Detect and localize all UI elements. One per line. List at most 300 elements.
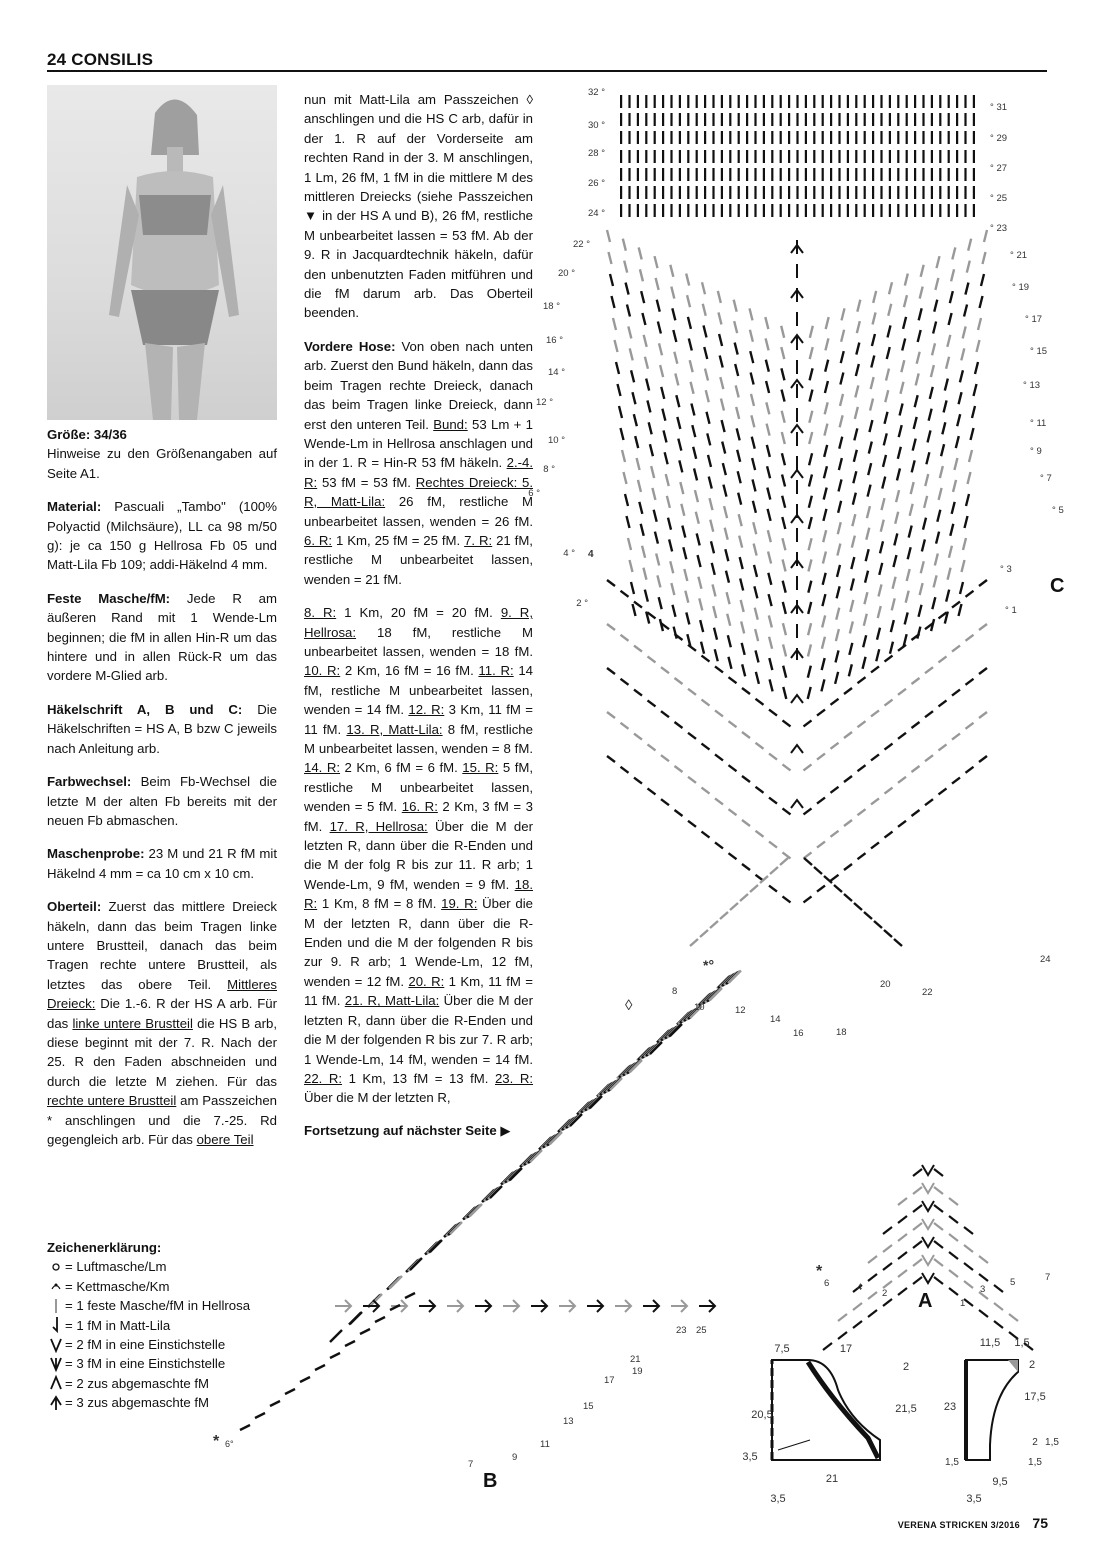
chart-stitch	[912, 678, 920, 684]
chart-stitch	[872, 95, 874, 108]
farbwechsel-label: Farbwechsel:	[47, 774, 132, 790]
chart-stitch	[788, 168, 790, 181]
chart-stitch	[729, 809, 737, 815]
chart-stitch	[768, 573, 771, 585]
chart-stitch	[931, 113, 933, 126]
chart-stitch	[808, 644, 811, 656]
chart-stitch	[696, 150, 698, 163]
chart-stitch	[878, 606, 881, 618]
chart-stitch	[715, 798, 723, 804]
chart-stitch	[782, 411, 785, 423]
chart-stitch	[742, 820, 750, 826]
chart-stitch	[898, 1216, 907, 1223]
chart-row-number: ° 17	[1025, 314, 1043, 325]
chart-stitch	[914, 113, 916, 126]
chart-stitch	[844, 894, 852, 901]
chart-stitch	[722, 442, 725, 454]
chart-stitch	[315, 1365, 325, 1370]
chart-stitch	[655, 256, 658, 268]
chart-stitch	[679, 131, 681, 144]
bikini-pattern-shape	[966, 1360, 1018, 1460]
chart-stitch	[956, 131, 958, 144]
chart-stitch	[912, 460, 915, 472]
chart-stitch	[705, 369, 708, 381]
a2-icon	[791, 515, 803, 523]
chart-stitch	[966, 635, 974, 641]
chart-stitch	[898, 1288, 907, 1295]
chart-stitch	[788, 113, 790, 126]
chart-stitch	[901, 360, 904, 372]
chart-stitch	[684, 569, 687, 581]
chart-stitch	[692, 425, 695, 437]
chart-row-number: ° 7	[1040, 473, 1052, 484]
chart-row-number: ° 27	[990, 163, 1008, 174]
hose-text: Von oben nach unten arb. Zuerst den Bund häkeln, dann das beim Tragen rechte Dreieck, danach das beim Tragen linke Dreieck, dann erst den unteren Teil.	[304, 338, 533, 432]
chart-stitch	[664, 430, 667, 442]
v2-icon	[922, 1255, 934, 1265]
chart-stitch	[937, 510, 940, 522]
chart-stitch	[823, 1343, 832, 1350]
chart-stitch	[687, 150, 689, 163]
chart-stitch	[949, 1198, 958, 1205]
chart-stitch	[729, 113, 731, 126]
chart-stitch	[918, 330, 921, 342]
chart-stitch	[889, 204, 891, 217]
chart-stitch	[964, 204, 966, 217]
chart-stitch	[736, 385, 739, 397]
chart-stitch	[718, 312, 721, 324]
chart-row-number: ° 1	[1005, 605, 1017, 616]
chart-stitch	[941, 444, 944, 456]
chart-stitch	[686, 612, 689, 624]
chart-stitch	[607, 624, 615, 630]
chart-stitch	[952, 247, 955, 259]
chart-stitch	[849, 664, 852, 676]
chart-stitch	[964, 1227, 973, 1234]
chart-stitch	[671, 583, 674, 595]
chart-stitch	[702, 700, 710, 706]
row-label: 21. R, Matt-Lila:	[344, 993, 440, 1009]
chart-stitch	[679, 186, 681, 199]
chart-stitch	[639, 247, 642, 259]
chart-stitch	[804, 896, 812, 902]
chart-stitch	[889, 131, 891, 144]
chart-stitch	[754, 95, 756, 108]
chart-stitch	[763, 150, 765, 163]
page-title: 24 CONSILIS	[47, 50, 154, 69]
chart-stitch	[300, 1377, 310, 1382]
schematic-measure: 17,5	[1024, 1391, 1046, 1403]
chart-stitch	[768, 530, 771, 542]
chart-stitch	[729, 677, 737, 683]
chart-stitch	[810, 368, 813, 380]
chart-stitch	[956, 436, 959, 448]
bund-text: 53 Lm + 1 Wende-Lm in Hellrosa anschlagen und in der 1. R = Hin-R 53 fM häkeln.	[304, 416, 533, 471]
chart-stitch	[769, 886, 777, 892]
chart-stitch	[957, 414, 960, 426]
chart-stitch	[763, 204, 765, 217]
oberteil-text-2: Die 1.-6. R der HS A arb. Für das	[47, 996, 277, 1031]
chart-stitch	[771, 131, 773, 144]
chart-stitch	[626, 283, 629, 295]
chart-stitch	[661, 387, 664, 399]
chart-row-number: 10 °	[547, 435, 565, 446]
material-label: Material:	[47, 499, 102, 515]
hose-label: Vordere Hose:	[304, 338, 396, 354]
schematic-measure: 7,5	[774, 1343, 790, 1355]
chart-stitch	[642, 313, 645, 325]
row-label: 23. R:	[494, 1070, 534, 1086]
chart-stitch	[754, 150, 756, 163]
chart-stitch	[707, 433, 710, 445]
chart-stitch	[834, 885, 842, 892]
chart-stitch	[960, 582, 963, 594]
chart-stitch	[817, 798, 825, 804]
chart-row-number: 10	[694, 1002, 705, 1013]
chart-stitch	[721, 204, 723, 217]
chart-stitch	[897, 186, 899, 199]
chart-stitch	[620, 204, 622, 217]
chart-b-label: B	[483, 1470, 498, 1492]
chart-stitch	[335, 1300, 351, 1312]
chart-stitch	[897, 113, 899, 126]
chart-stitch	[886, 369, 889, 381]
chart-stitch	[880, 113, 882, 126]
chart-stitch	[809, 411, 812, 423]
chart-stitch	[662, 409, 665, 421]
chart-stitch	[969, 450, 972, 462]
chart-stitch	[756, 787, 764, 793]
chart-stitch	[662, 168, 664, 181]
chart-stitch	[620, 150, 622, 163]
chart-stitch	[847, 204, 849, 217]
chart-stitch	[850, 621, 853, 633]
chart-stitch	[687, 131, 689, 144]
chart-stitch	[871, 356, 874, 368]
chart-stitch	[994, 1321, 1003, 1328]
chart-row-number: 24	[1040, 954, 1051, 965]
chart-stitch	[746, 204, 748, 217]
chart-stitch	[864, 204, 866, 217]
chart-stitch	[804, 858, 812, 865]
chart-stitch	[973, 95, 975, 108]
chart-stitch	[768, 552, 771, 564]
chart-stitch	[628, 204, 630, 217]
chart-stitch	[621, 591, 629, 597]
chart-stitch	[931, 150, 933, 163]
row-text: 1 Km, 20 fM = 20 fM.	[336, 605, 501, 621]
oberteil-underlined-3: rechte untere Brustteil	[47, 1093, 177, 1109]
chart-stitch	[830, 168, 832, 181]
chart-stitch	[934, 1223, 943, 1230]
chart-row-number: 14 °	[547, 367, 565, 378]
chart-stitch	[665, 452, 668, 464]
chart-row-number: ° 29	[990, 133, 1008, 144]
chart-stitch	[688, 821, 696, 827]
chart-stitch	[950, 291, 953, 303]
chart-stitch	[897, 131, 899, 144]
chart-stitch	[805, 113, 807, 126]
chart-stitch	[729, 853, 737, 859]
chart-stitch	[659, 597, 662, 609]
chart-stitch	[917, 352, 920, 364]
chart-stitch	[934, 1169, 943, 1176]
chart-stitch	[727, 614, 730, 626]
chart-row-number: 9	[512, 1452, 518, 1463]
chart-stitch	[621, 767, 629, 773]
chart-stitch	[737, 428, 740, 440]
chart-stitch	[729, 765, 737, 771]
chart-stitch	[766, 360, 769, 372]
row-label: 16. R:	[401, 799, 438, 815]
chart-stitch	[822, 186, 824, 199]
chart-stitch	[889, 186, 891, 199]
chart-stitch	[906, 168, 908, 181]
chart-stitch	[915, 395, 918, 407]
chart-stitch	[766, 381, 769, 393]
chart-stitch	[984, 230, 987, 242]
chart-stitch	[740, 894, 748, 901]
chart-stitch	[883, 1227, 892, 1234]
chart-stitch	[645, 357, 648, 369]
chart-stitch	[637, 113, 639, 126]
chart-stitch	[956, 186, 958, 199]
chart-stitch	[882, 498, 885, 510]
chart-stitch	[855, 407, 858, 419]
chart-stitch	[735, 343, 738, 355]
chart-stitch	[738, 95, 740, 108]
chart-stitch	[804, 720, 812, 726]
chart-stitch	[687, 113, 689, 126]
chart-stitch	[825, 338, 828, 350]
chart-stitch	[906, 95, 908, 108]
chart-stitch	[919, 605, 922, 617]
chart-stitch	[240, 1425, 250, 1430]
chart-stitch	[634, 602, 642, 608]
chart-stitch	[644, 335, 647, 347]
chart-stitch	[939, 788, 947, 794]
chart-stitch	[813, 186, 815, 199]
row-text: 8 fM, restliche M unbearbeitet lassen, wenden = 8 fM.	[304, 721, 533, 756]
chart-stitch	[741, 621, 744, 633]
chart-stitch	[922, 204, 924, 217]
chart-stitch	[711, 541, 714, 553]
chart-stitch	[952, 690, 960, 696]
chart-stitch	[712, 168, 714, 181]
chart-stitch	[840, 373, 843, 385]
chart-stitch	[858, 765, 866, 771]
schematic-measure: 2	[1028, 1359, 1036, 1371]
chart-stitch	[979, 580, 987, 586]
chart-row-number: 7	[468, 1459, 474, 1470]
chart-stitch	[906, 150, 908, 163]
chart-stitch	[607, 668, 615, 674]
chart-stitch	[810, 326, 813, 338]
chart-stitch	[935, 553, 938, 565]
chart-stitch	[804, 808, 812, 814]
chart-stitch	[874, 921, 882, 928]
chart-stitch	[870, 399, 873, 411]
chart-stitch	[712, 131, 714, 144]
chart-stitch	[948, 113, 950, 126]
chart-stitch	[657, 300, 660, 312]
chart-stitch	[730, 903, 738, 910]
chart-row-number: 20 °	[557, 268, 575, 279]
chart-stitch	[658, 322, 661, 334]
chart-stitch	[736, 407, 739, 419]
chart-stitch	[780, 168, 782, 181]
schematic-measure: 3,5	[742, 1451, 758, 1463]
chart-stitch	[946, 590, 949, 602]
chart-stitch	[805, 186, 807, 199]
chart-stitch	[796, 113, 798, 126]
chart-stitch	[968, 239, 971, 251]
bikini-pattern-edge	[1008, 1360, 1018, 1372]
chart-stitch	[939, 131, 941, 144]
chart-stitch	[917, 627, 920, 639]
chart-stitch	[922, 539, 925, 551]
chart-stitch	[839, 437, 842, 449]
chart-stitch	[783, 808, 791, 814]
chart-stitch	[809, 496, 812, 508]
chart-stitch	[645, 168, 647, 181]
row-6-text: 1 Km, 25 fM = 25 fM.	[336, 532, 461, 548]
chart-row-number: 6	[824, 1278, 830, 1289]
chart-row-number: 16 °	[545, 335, 563, 346]
chart-stitch	[847, 95, 849, 108]
chart-stitch	[805, 168, 807, 181]
chart-stitch	[857, 300, 860, 312]
chart-stitch	[780, 113, 782, 126]
chart-row-number: ° 9	[1030, 446, 1042, 457]
chart-stitch	[864, 95, 866, 108]
chart-stitch	[651, 466, 654, 478]
v2-icon	[922, 1183, 934, 1193]
chart-row-number: 26 °	[587, 178, 605, 189]
chart-stitch	[796, 131, 798, 144]
row-label: 9. R, Hellrosa:	[304, 605, 533, 640]
chart-stitch	[670, 113, 672, 126]
chart-stitch	[822, 594, 825, 606]
chart-stitch	[612, 296, 615, 308]
chart-stitch	[788, 95, 790, 108]
chart-stitch	[980, 296, 983, 308]
chart-stitch	[864, 150, 866, 163]
chart-stitch	[756, 650, 759, 662]
chart-stitch	[702, 282, 705, 294]
chart-stitch	[616, 362, 619, 374]
chart-stitch	[729, 186, 731, 199]
chart-stitch	[753, 522, 756, 534]
chart-stitch	[889, 282, 892, 294]
chart-stitch	[931, 168, 933, 181]
oberteil-text-4: am Passzeichen * anschlingen und die 7.-25. Rd gegengleich arb. Für das	[47, 1093, 278, 1147]
chart-stitch	[825, 402, 828, 414]
chart-stitch	[959, 604, 962, 616]
chart-stitch	[447, 1300, 463, 1312]
chart-stitch	[837, 544, 840, 556]
chart-stitch	[868, 485, 871, 497]
chart-stitch	[652, 488, 655, 500]
chart-stitch	[858, 721, 866, 727]
chart-stitch	[672, 308, 675, 320]
chart-stitch	[739, 514, 742, 526]
chart-stitch	[822, 95, 824, 108]
chart-stitch	[809, 453, 812, 465]
row-text: Über die M der letzten R, dann über die R-Enden und die M der folg R bis zur 11. R arb; 1 Wende-Lm, 9 fM, wenden = 9 fM.	[304, 818, 533, 892]
chart-stitch	[637, 95, 639, 108]
chart-stitch	[897, 150, 899, 163]
chart-stitch	[854, 903, 862, 910]
feste-masche-text: Jede R am äußeren Rand mit 1 Wende-Lm beginnen; die fM in allen Hin-R um das hintere und in allen Rück-R um das vordere M-Glied arb.	[47, 590, 277, 684]
chart-stitch	[670, 150, 672, 163]
chart-stitch	[742, 643, 745, 655]
chart-stitch	[621, 679, 629, 685]
chart-stitch	[654, 150, 656, 163]
chart-stitch	[934, 1205, 943, 1212]
chart-stitch	[906, 591, 909, 603]
chart-stitch	[872, 131, 874, 144]
chart-stitch	[950, 524, 953, 536]
chart-stitch	[630, 348, 633, 360]
chart-stitch	[628, 113, 630, 126]
chart-stitch	[979, 668, 987, 674]
chart-stitch	[904, 295, 907, 307]
chart-stitch	[922, 150, 924, 163]
chart-stitch	[932, 343, 935, 355]
chart-stitch	[830, 113, 832, 126]
chart-stitch	[662, 113, 664, 126]
chart-stitch	[754, 204, 756, 217]
chart-stitch	[949, 313, 952, 325]
chart-row-number: 4 °	[563, 548, 575, 559]
chart-stitch	[715, 754, 723, 760]
chart-stitch	[948, 131, 950, 144]
chart-stitch	[871, 666, 879, 672]
chart-stitch	[782, 390, 785, 402]
chart-stitch	[858, 853, 866, 859]
chart-stitch	[704, 95, 706, 108]
chart-stitch	[805, 150, 807, 163]
chart-stitch	[405, 1293, 415, 1298]
chart-stitch	[844, 864, 852, 870]
chart-stitch	[906, 186, 908, 199]
chart-stitch	[888, 325, 891, 337]
chart-stitch	[868, 1310, 877, 1317]
chart-stitch	[838, 113, 840, 126]
chart-stitch	[930, 387, 933, 399]
row-text: 2 Km, 3 fM = 3 fM.	[304, 799, 533, 834]
chart-stitch	[771, 95, 773, 108]
chart-stitch	[771, 168, 773, 181]
chart-stitch	[783, 764, 791, 770]
chart-stitch	[559, 1300, 575, 1312]
chart-stitch	[949, 1216, 958, 1223]
chart-row-number: 21	[630, 1354, 641, 1365]
legend-text: = 3 fM in eine Einstichstelle	[65, 1356, 226, 1372]
chart-stitch	[978, 318, 981, 330]
chart-stitch	[720, 377, 723, 389]
chart-stitch	[654, 95, 656, 108]
chart-stitch	[754, 186, 756, 199]
chart-stitch	[741, 600, 744, 612]
chart-stitch	[628, 168, 630, 181]
chart-stitch	[948, 168, 950, 181]
schematic-measure: 2	[902, 1361, 910, 1373]
chart-stitch	[657, 575, 660, 587]
chart-row-number: 32 °	[587, 87, 605, 98]
chart-stitch	[934, 1241, 943, 1248]
